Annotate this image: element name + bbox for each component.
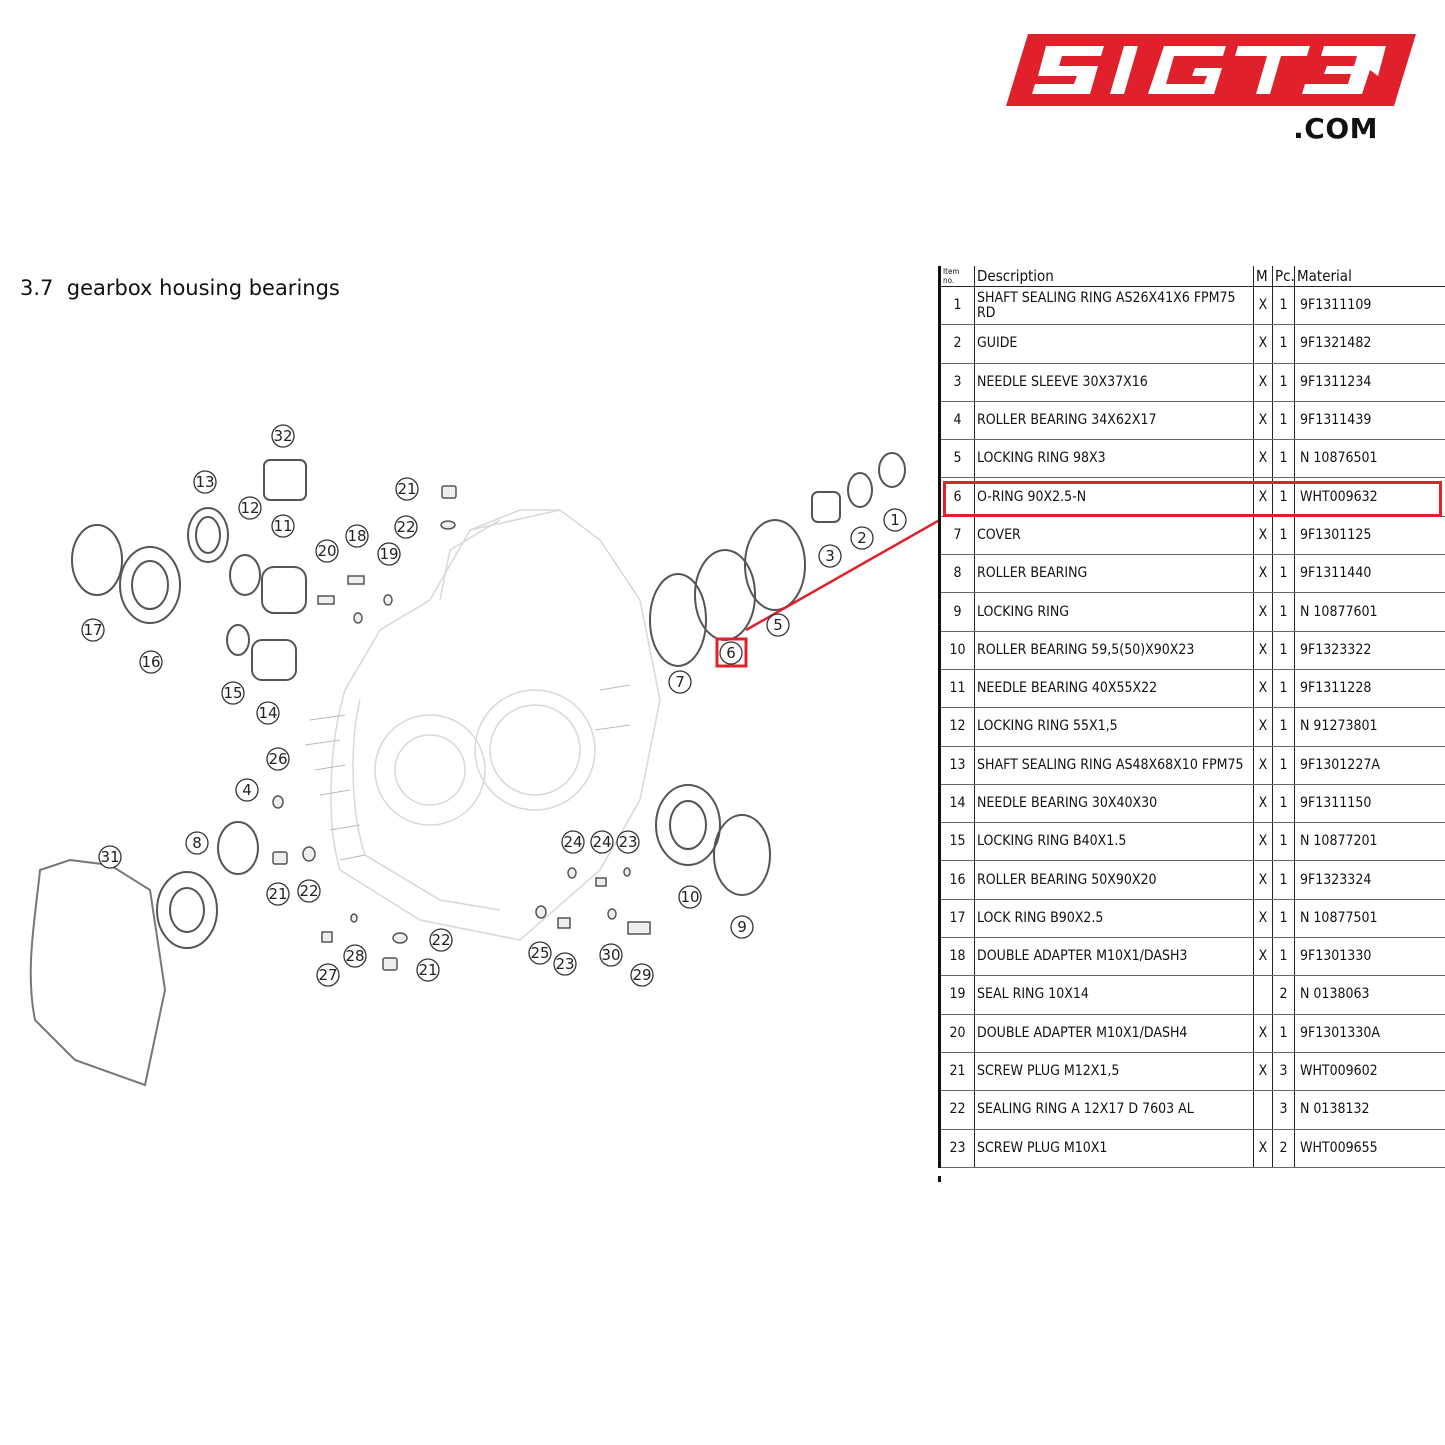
logo-domain: .COM	[1293, 112, 1378, 145]
cell-description: SHAFT SEALING RING AS26X41X6 FPM75 RD	[975, 287, 1254, 325]
callout-label: 7	[675, 673, 685, 691]
cell-m-flag: X	[1254, 401, 1273, 439]
cell-m-flag: X	[1254, 555, 1273, 593]
callout-label: 29	[632, 966, 652, 984]
callout-label: 23	[618, 833, 638, 851]
cell-m-flag: X	[1254, 861, 1273, 899]
callout-label: 27	[318, 966, 338, 984]
cell-item-number: 4	[940, 401, 975, 439]
cell-material-number: N 10877501	[1295, 899, 1445, 937]
cell-m-flag: X	[1254, 478, 1273, 516]
part-1-seal	[879, 453, 905, 487]
cell-material-number: WHT009632	[1295, 478, 1445, 516]
callout-label: 17	[83, 621, 103, 639]
cell-piece-count: 1	[1273, 899, 1295, 937]
callout-label: 8	[192, 834, 202, 852]
header-m: M	[1254, 266, 1273, 287]
exploded-parts-diagram	[0, 400, 940, 1100]
header-item-no: Item no.	[940, 266, 975, 287]
cell-material-number: N 0138063	[1295, 976, 1445, 1014]
part-16-roller-bearing	[120, 547, 180, 623]
part-7-cover	[650, 574, 706, 666]
cell-item-number: 18	[940, 938, 975, 976]
cell-material-number: WHT009655	[1295, 1129, 1445, 1167]
part-9-locking-ring	[714, 815, 770, 895]
cell-material-number: 9F1323324	[1295, 861, 1445, 899]
part-8-roller-bearing	[157, 872, 217, 948]
cell-item-number: 15	[940, 823, 975, 861]
cell-description: SCREW PLUG M10X1	[975, 1129, 1254, 1167]
part-14-needle-bearing	[252, 640, 296, 680]
cell-piece-count: 1	[1273, 669, 1295, 707]
cell-item-number: 8	[940, 555, 975, 593]
cell-m-flag: X	[1254, 325, 1273, 363]
part-12-locking-ring	[230, 555, 260, 595]
table-row	[940, 861, 1445, 899]
part-21b-screw-plug	[273, 852, 287, 864]
part-31-gasket	[31, 860, 165, 1085]
cell-m-flag	[1254, 1091, 1273, 1129]
table-row	[940, 287, 1445, 325]
part-22b-ring	[303, 847, 315, 861]
parts-table	[938, 266, 1445, 1168]
part-4-roller-bearing	[218, 822, 258, 874]
cell-item-number: 12	[940, 708, 975, 746]
cell-item-number: 10	[940, 631, 975, 669]
cell-material-number: 9F1311439	[1295, 401, 1445, 439]
cell-m-flag: X	[1254, 1052, 1273, 1090]
cell-material-number: 9F1321482	[1295, 325, 1445, 363]
callout-label: 28	[345, 947, 365, 965]
cell-description: ROLLER BEARING 34X62X17	[975, 401, 1254, 439]
cell-m-flag: X	[1254, 631, 1273, 669]
table-row	[940, 784, 1445, 822]
cell-m-flag: X	[1254, 287, 1273, 325]
cell-material-number: 9F1301330	[1295, 938, 1445, 976]
part-3-needle-sleeve	[812, 492, 840, 522]
cell-material-number: 9F1311150	[1295, 784, 1445, 822]
cell-m-flag: X	[1254, 823, 1273, 861]
cell-piece-count: 1	[1273, 287, 1295, 325]
cell-material-number: N 0138132	[1295, 1091, 1445, 1129]
cell-description: O-RING 90X2.5-N	[975, 478, 1254, 516]
part-21-screw-plug	[442, 486, 456, 498]
cell-description: LOCK RING B90X2.5	[975, 899, 1254, 937]
callout-label: 22	[299, 882, 319, 900]
part-20-adapter	[318, 596, 334, 604]
callout-label: 12	[240, 499, 260, 517]
table-row	[940, 516, 1445, 554]
callout-label: 9	[737, 918, 747, 936]
table-row	[940, 555, 1445, 593]
cell-description: ROLLER BEARING 50X90X20	[975, 861, 1254, 899]
cell-description: ROLLER BEARING 59,5(50)X90X23	[975, 631, 1254, 669]
cell-item-number: 21	[940, 1052, 975, 1090]
cell-item-number: 16	[940, 861, 975, 899]
cell-piece-count: 1	[1273, 325, 1295, 363]
cell-piece-count: 1	[1273, 823, 1295, 861]
callout-label: 3	[825, 547, 835, 565]
part-32-sleeve	[264, 460, 306, 500]
table-row	[940, 1129, 1445, 1167]
cell-m-flag: X	[1254, 363, 1273, 401]
cell-m-flag: X	[1254, 440, 1273, 478]
cell-material-number: N 91273801	[1295, 708, 1445, 746]
cell-piece-count: 2	[1273, 976, 1295, 1014]
cell-piece-count: 3	[1273, 1091, 1295, 1129]
callout-label: 6	[726, 644, 736, 662]
cell-material-number: 9F1323322	[1295, 631, 1445, 669]
cell-piece-count: 1	[1273, 593, 1295, 631]
table-row	[940, 401, 1445, 439]
cell-item-number: 11	[940, 669, 975, 707]
callout-label: 16	[141, 653, 161, 671]
table-row	[940, 976, 1445, 1014]
callout-label: 21	[397, 480, 417, 498]
cell-piece-count: 1	[1273, 861, 1295, 899]
table-row	[940, 325, 1445, 363]
cell-piece-count: 1	[1273, 555, 1295, 593]
callout-label: 18	[347, 527, 367, 545]
cell-m-flag: X	[1254, 784, 1273, 822]
table-row	[940, 669, 1445, 707]
callout-label: 30	[601, 946, 621, 964]
cell-piece-count: 1	[1273, 746, 1295, 784]
part-17-lock-ring	[72, 525, 122, 595]
cell-item-number: 17	[940, 899, 975, 937]
table-row	[940, 938, 1445, 976]
cell-item-number: 19	[940, 976, 975, 1014]
cell-material-number: 9F1311228	[1295, 669, 1445, 707]
cell-material-number: N 10877601	[1295, 593, 1445, 631]
cell-description: GUIDE	[975, 325, 1254, 363]
table-row	[940, 631, 1445, 669]
cell-piece-count: 1	[1273, 401, 1295, 439]
cell-description: COVER	[975, 516, 1254, 554]
part-29-sensor	[628, 922, 650, 934]
cell-description: LOCKING RING B40X1.5	[975, 823, 1254, 861]
part-11-needle-bearing	[262, 567, 306, 613]
callout-label: 23	[555, 955, 575, 973]
callout-label: 20	[317, 542, 337, 560]
cell-item-number: 22	[940, 1091, 975, 1129]
callout-label: 24	[592, 833, 612, 851]
cell-description: SCREW PLUG M12X1,5	[975, 1052, 1254, 1090]
cell-piece-count: 1	[1273, 1014, 1295, 1052]
cell-m-flag: X	[1254, 669, 1273, 707]
cell-item-number: 20	[940, 1014, 975, 1052]
table-row	[940, 440, 1445, 478]
cell-material-number: 9F1301125	[1295, 516, 1445, 554]
table-row	[940, 1052, 1445, 1090]
cell-material-number: N 10876501	[1295, 440, 1445, 478]
part-18-adapter	[348, 576, 364, 584]
callout-label: 14	[258, 704, 278, 722]
cell-m-flag: X	[1254, 708, 1273, 746]
callout-label: 26	[268, 750, 288, 768]
cell-m-flag: X	[1254, 899, 1273, 937]
cell-description: LOCKING RING 98X3	[975, 440, 1254, 478]
callout-label: 13	[195, 473, 215, 491]
cell-material-number: 9F1301330A	[1295, 1014, 1445, 1052]
callout-label: 21	[418, 961, 438, 979]
cell-item-number: 7	[940, 516, 975, 554]
highlight-leader-line	[746, 517, 940, 630]
cell-piece-count: 1	[1273, 478, 1295, 516]
header-description: Description	[975, 266, 1254, 287]
cell-piece-count: 1	[1273, 784, 1295, 822]
cell-piece-count: 3	[1273, 1052, 1295, 1090]
callout-label: 32	[273, 427, 293, 445]
cell-description: DOUBLE ADAPTER M10X1/DASH4	[975, 1014, 1254, 1052]
table-row	[940, 593, 1445, 631]
cell-piece-count: 1	[1273, 631, 1295, 669]
cell-item-number: 3	[940, 363, 975, 401]
cell-m-flag: X	[1254, 1014, 1273, 1052]
table-row	[940, 1014, 1445, 1052]
cell-item-number: 6	[940, 478, 975, 516]
callout-label: 11	[273, 517, 293, 535]
cell-piece-count: 1	[1273, 516, 1295, 554]
cell-description: SEALING RING A 12X17 D 7603 AL	[975, 1091, 1254, 1129]
cell-m-flag	[1254, 976, 1273, 1014]
cell-description: LOCKING RING 55X1,5	[975, 708, 1254, 746]
part-27-plug	[322, 932, 332, 942]
housing-outline	[331, 510, 660, 940]
header-pc: Pc.	[1273, 266, 1295, 287]
cell-material-number: 9F1301227A	[1295, 746, 1445, 784]
cell-description: ROLLER BEARING	[975, 555, 1254, 593]
cell-m-flag: X	[1254, 593, 1273, 631]
cell-description: NEEDLE BEARING 30X40X30	[975, 784, 1254, 822]
logo-wordmark-icon	[1006, 34, 1416, 106]
table-row	[940, 823, 1445, 861]
cell-m-flag: X	[1254, 938, 1273, 976]
part-22-sealing-ring	[441, 521, 455, 529]
cell-item-number: 13	[940, 746, 975, 784]
cell-m-flag: X	[1254, 1129, 1273, 1167]
callout-label: 24	[563, 833, 583, 851]
cell-m-flag: X	[1254, 516, 1273, 554]
table-row	[940, 363, 1445, 401]
cell-description: LOCKING RING	[975, 593, 1254, 631]
table-row	[940, 1091, 1445, 1129]
callout-label: 31	[100, 848, 120, 866]
cell-item-number: 23	[940, 1129, 975, 1167]
cell-material-number: 9F1311234	[1295, 363, 1445, 401]
cell-description: DOUBLE ADAPTER M10X1/DASH3	[975, 938, 1254, 976]
table-header	[940, 266, 1445, 287]
header-material: Material	[1295, 266, 1445, 287]
cell-m-flag: X	[1254, 746, 1273, 784]
callout-label: 5	[773, 616, 783, 634]
part-15-locking-ring	[227, 625, 249, 655]
callout-label: 22	[396, 518, 416, 536]
callout-label: 2	[857, 529, 867, 547]
cell-item-number: 9	[940, 593, 975, 631]
part-5-locking-ring	[745, 520, 805, 610]
cell-description: NEEDLE BEARING 40X55X22	[975, 669, 1254, 707]
part-2-guide	[848, 473, 872, 507]
part-10-roller-bearing	[656, 785, 720, 865]
cell-piece-count: 1	[1273, 363, 1295, 401]
callout-label: 22	[431, 931, 451, 949]
cell-description: SEAL RING 10X14	[975, 976, 1254, 1014]
cell-item-number: 2	[940, 325, 975, 363]
table-row	[940, 746, 1445, 784]
callout-label: 15	[223, 684, 243, 702]
cell-piece-count: 1	[1273, 440, 1295, 478]
section-title: 3.7 gearbox housing bearings	[20, 276, 340, 300]
cell-item-number: 14	[940, 784, 975, 822]
cell-description: SHAFT SEALING RING AS48X68X10 FPM75	[975, 746, 1254, 784]
cell-piece-count: 2	[1273, 1129, 1295, 1167]
callout-label: 1	[890, 511, 900, 529]
table-bottom-rule	[938, 1176, 1445, 1182]
callout-label: 4	[242, 781, 252, 799]
cell-material-number: N 10877201	[1295, 823, 1445, 861]
cell-item-number: 5	[940, 440, 975, 478]
callout-label: 21	[268, 885, 288, 903]
cell-piece-count: 1	[1273, 708, 1295, 746]
cell-item-number: 1	[940, 287, 975, 325]
table-row	[940, 899, 1445, 937]
cell-material-number: 9F1311440	[1295, 555, 1445, 593]
part-19-seal-ring	[384, 595, 392, 605]
cell-material-number: 9F1311109	[1295, 287, 1445, 325]
table-row	[940, 708, 1445, 746]
callout-label: 19	[379, 545, 399, 563]
callout-label: 25	[530, 944, 550, 962]
cell-piece-count: 1	[1273, 938, 1295, 976]
table-row	[940, 478, 1445, 516]
sigt3-logo	[1006, 34, 1416, 145]
callout-label: 10	[680, 888, 700, 906]
part-26-ring	[273, 796, 283, 808]
cell-material-number: WHT009602	[1295, 1052, 1445, 1090]
cell-description: NEEDLE SLEEVE 30X37X16	[975, 363, 1254, 401]
